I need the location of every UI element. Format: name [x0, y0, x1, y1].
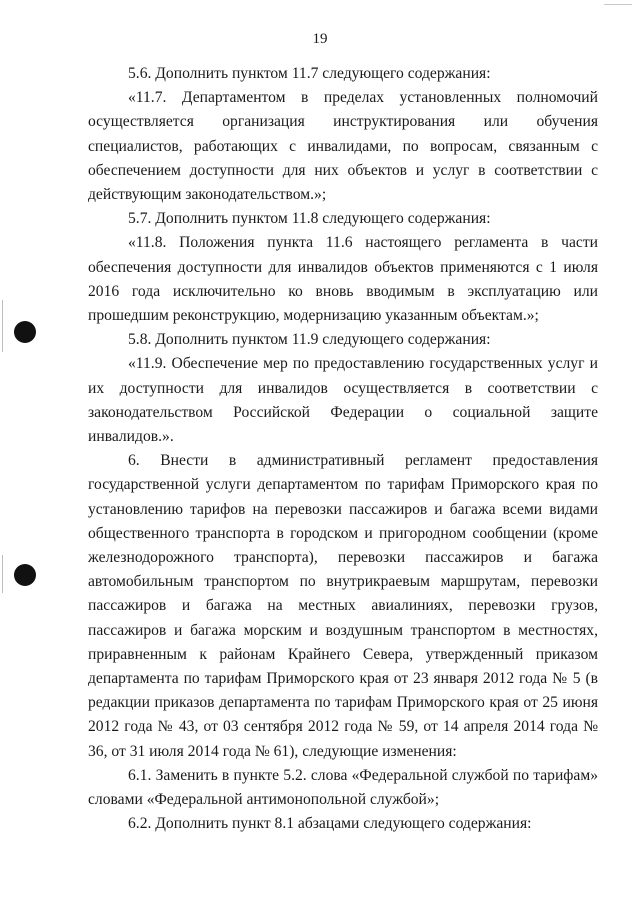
paragraph-11-7: «11.7. Департаментом в пределах установленных полномочий осуществляется организация инструктирования или обучения специалистов, работающих с инвалидами, по вопросам, связанным с обеспечением доступности для них объектов и услуг в соответствии с действующим законодательством.»;	[88, 89, 598, 204]
paragraph-5-6: 5.6. Дополнить пунктом 11.7 следующего содержания:	[128, 65, 491, 82]
punch-hole	[14, 564, 36, 586]
scan-edge-mark	[2, 555, 3, 593]
page-number: 19	[312, 31, 328, 47]
paragraph-6-2: 6.2. Дополнить пункт 8.1 абзацами следующего содержания:	[128, 815, 532, 833]
paragraph-6: 6. Внести в административный регламент предоставления государственной услуги департаментом по тарифам Приморского края по установлению тарифов на перевозки пассажиров и багажа всеми видами общественного транспорта в городском и пригородном сообщении (кроме железнодорожного транспорта), перевозки пассажиров и багажа автомобильным транспортом по внутрикраевым маршрутам, перевозки пассажиров и багажа на местных авиалиниях, перевозки грузов, пассажиров и багажа морским и воздушным транспортом в местностях, приравненным к районам Крайнего Севера, утвержденный приказом департамента по тарифам Приморского края от 23 января 2012 года № 5 (в редакции приказов департамента по тарифам Приморского края от 25 июня 2012 года № 43, от 03 сентября 2012 года № 59, от 14 апреля 2014 года № 36, от 31 июля 2014 года № 61), следующие изменения:	[88, 452, 598, 760]
paragraph-6-1: 6.1. Заменить в пункте 5.2. слова «Федеральной службой по тарифам» словами «Федеральной антимонопольной службой»;	[88, 766, 598, 809]
document-body	[88, 62, 598, 837]
paragraph-11-9: «11.9. Обеспечение мер по предоставлению государственных услуг и их доступности для инвалидов осуществляется в соответствии с законодательством Российской Федерации о социальной защите инвалидов.».	[88, 355, 598, 446]
paragraph-5-7: 5.7. Дополнить пунктом 11.8 следующего содержания:	[128, 210, 491, 228]
scan-edge-mark	[2, 300, 3, 352]
paragraph-11-8: «11.8. Положения пункта 11.6 настоящего регламента в части обеспечения доступности для инвалидов объектов применяются с 1 июля 2016 года исключительно ко вновь вводимым в эксплуатацию или прошедшим реконструкцию, модернизацию указанным объектам.»;	[88, 234, 598, 325]
paragraph-5-8: 5.8. Дополнить пунктом 11.9 следующего содержания:	[128, 331, 491, 349]
punch-hole	[14, 321, 36, 343]
scan-corner-mark	[604, 4, 632, 5]
